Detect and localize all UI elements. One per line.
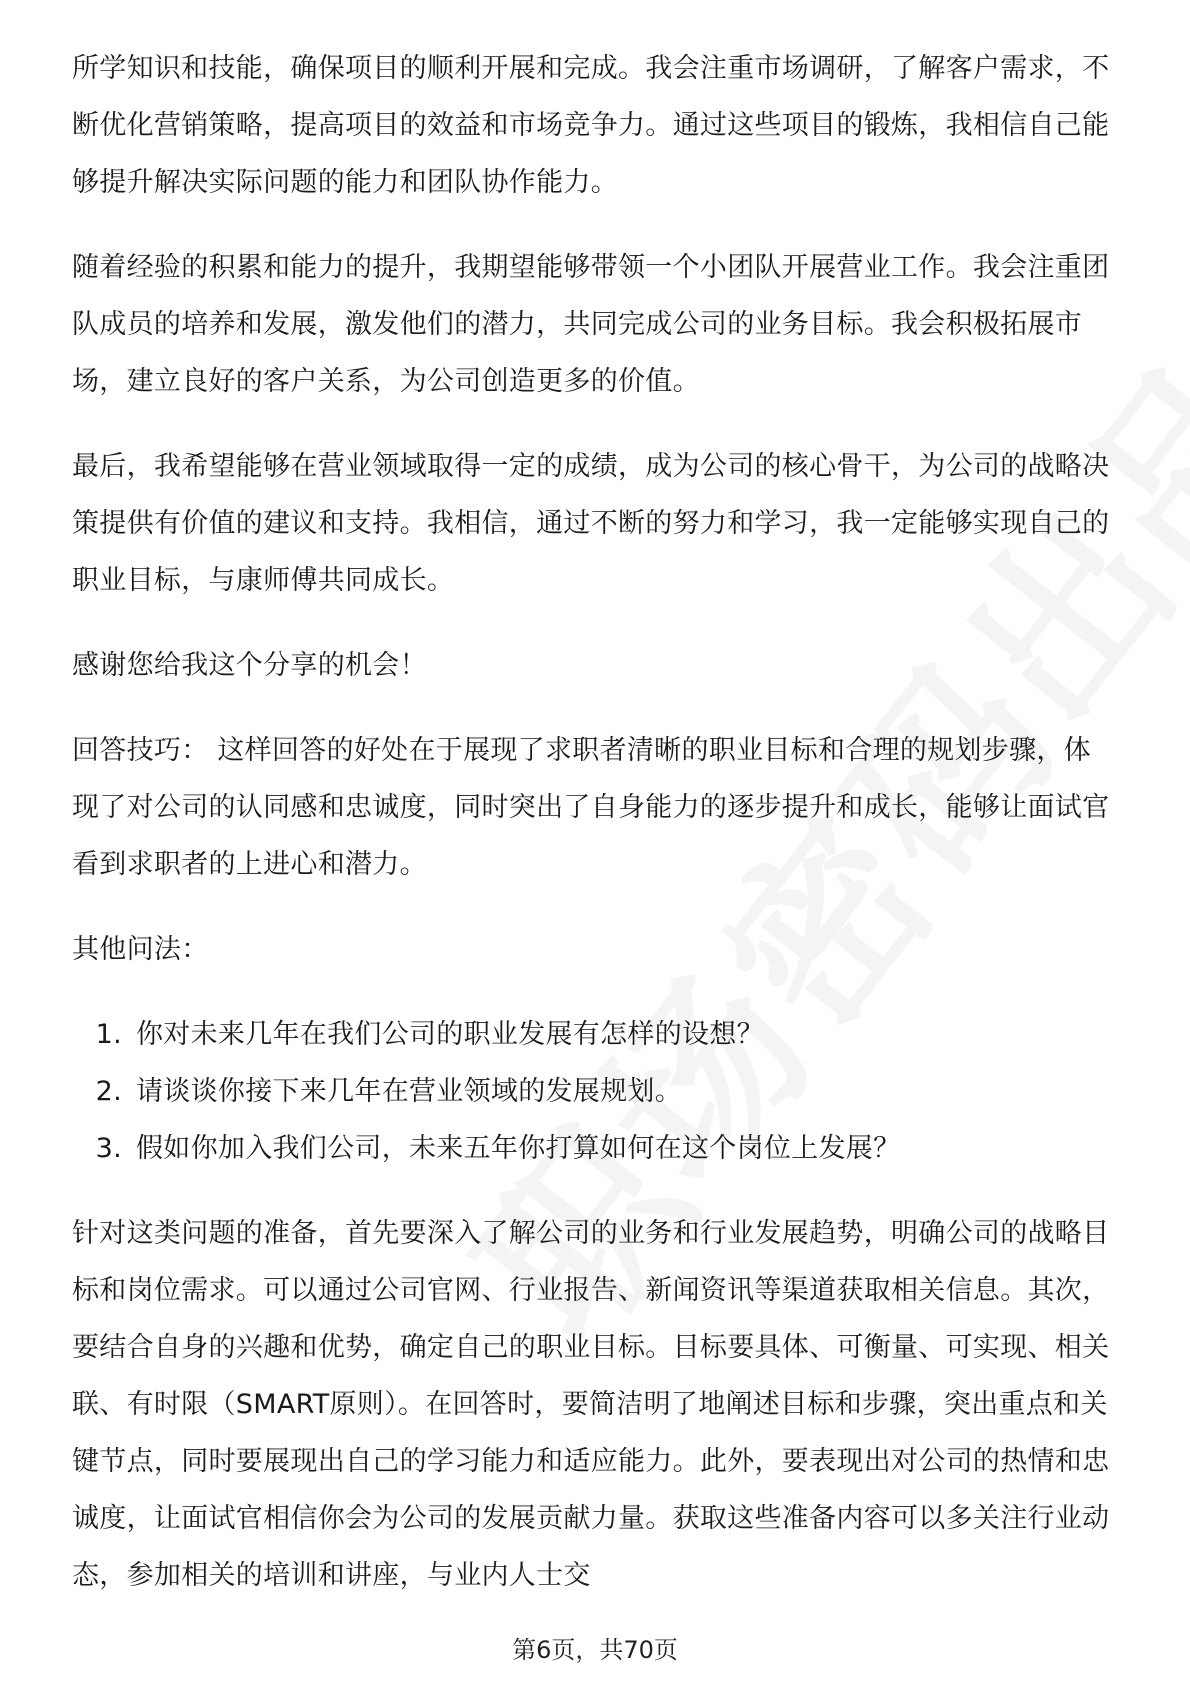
page-number-footer: 第6页，共70页 xyxy=(512,1636,678,1664)
paragraph-project-skills: 所学知识和技能，确保项目的顺利开展和完成。我会注重市场调研，了解客户需求，不断优化营销策略，提高项目的效益和市场竞争力。通过这些项目的锻炼，我相信自己能够提升解决实际问题的能力和团队协作能力。 xyxy=(72,53,1110,198)
document-body xyxy=(72,40,1118,1632)
list-item-text: 假如你加入我们公司，未来五年你打算如何在这个岗位上发展？ xyxy=(136,1133,901,1164)
other-questions-heading: 其他问法： xyxy=(72,934,209,965)
list-item-number: 2. xyxy=(95,1076,122,1107)
list-item-number: 1. xyxy=(95,1019,122,1050)
list-item-number: 3. xyxy=(95,1133,122,1164)
list-item xyxy=(72,1120,1118,1177)
paragraph-answer-tips: 回答技巧： 这样回答的好处在于展现了求职者清晰的职业目标和合理的规划步骤，体现了对公司的认同感和忠诚度，同时突出了自身能力的逐步提升和成长，能够让面试官看到求职者的上进心和潜力。 xyxy=(72,735,1110,880)
paragraph-final-goal: 最后，我希望能够在营业领域取得一定的成绩，成为公司的核心骨干，为公司的战略决策提供有价值的建议和支持。我相信，通过不断的努力和学习，我一定能够实现自己的职业目标，与康师傅共同成长。 xyxy=(72,451,1110,596)
paragraph-preparation: 针对这类问题的准备，首先要深入了解公司的业务和行业发展趋势，明确公司的战略目标和岗位需求。可以通过公司官网、行业报告、新闻资讯等渠道获取相关信息。其次，要结合自身的兴趣和优势，确定自己的职业目标。目标要具体、可衡量、可实现、相关联、有时限（SMART原则）。在回答时，要简洁明了地阐述目标和步骤，突出重点和关键节点，同时要展现出自己的学习能力和适应能力。此外，要表现出对公司的热情和忠诚度，让面试官相信你会为公司的发展贡献力量。获取这些准备内容可以多关注行业动态，参加相关的培训和讲座，与业内人士交 xyxy=(72,1218,1110,1591)
list-item xyxy=(72,1063,1118,1120)
list-item-text: 你对未来几年在我们公司的职业发展有怎样的设想？ xyxy=(136,1019,764,1050)
paragraph-lead-team: 随着经验的积累和能力的提升，我期望能够带领一个小团队开展营业工作。我会注重团队成员的培养和发展，激发他们的潜力，共同完成公司的业务目标。我会积极拓展市场，建立良好的客户关系，为公司创造更多的价值。 xyxy=(72,252,1110,397)
list-item-text: 请谈谈你接下来几年在营业领域的发展规划。 xyxy=(136,1076,682,1107)
list-item xyxy=(72,1006,1118,1063)
other-questions-list xyxy=(72,1006,1118,1177)
paragraph-thanks: 感谢您给我这个分享的机会！ xyxy=(72,650,427,681)
